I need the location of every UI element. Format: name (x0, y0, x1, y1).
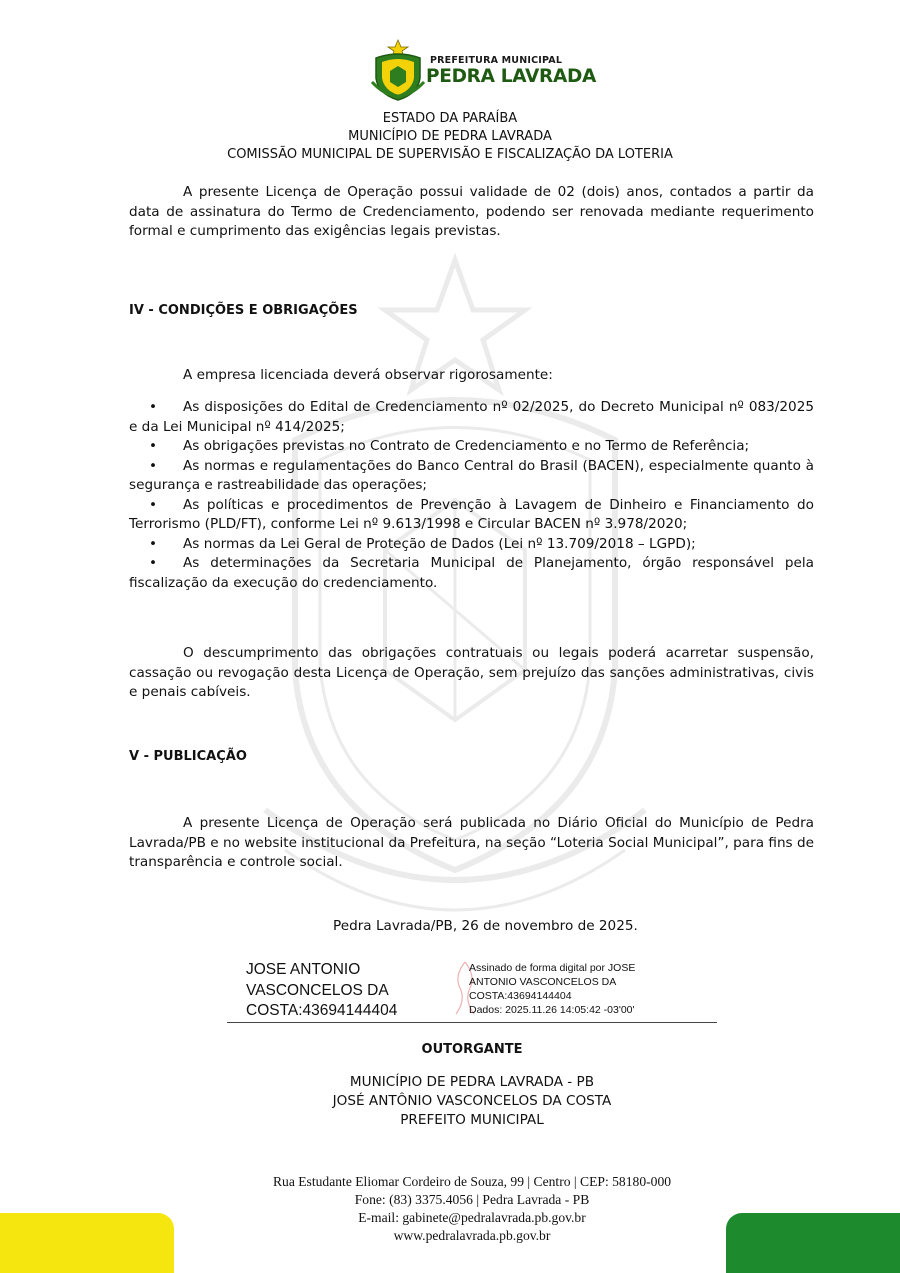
section-4-heading: IV - CONDIÇÕES E OBRIGAÇÕES (129, 303, 358, 318)
footer-corner-yellow (0, 1213, 174, 1273)
validity-paragraph: A presente Licença de Operação possui validade de 02 (dois) anos, contados a partir da data de assinatura do Termo de Credenciamento, podendo ser renovada mediante requerimento formal e cumprimento das exigências legais previstas. (129, 184, 814, 239)
signature-name: JOSE ANTONIO VASCONCELOS DA COSTA:43694144404 (246, 961, 398, 1019)
list-item: • As determinações da Secretaria Municipal de Planejamento, órgão responsável pela fiscalização da execução do credenciamento. (129, 555, 814, 591)
header-commission: COMISSÃO MUNICIPAL DE SUPERVISÃO E FISCALIZAÇÃO DA LOTERIA (227, 147, 673, 162)
bullet-icon: • (149, 535, 158, 552)
document-header (0, 110, 900, 164)
list-item: • As normas e regulamentações do Banco Central do Brasil (BACEN), especialmente quanto à segurança e rastreabilidade das operações; (129, 457, 814, 493)
footer-website: www.pedralavrada.pb.gov.br (393, 1228, 551, 1243)
bullet-icon: • (149, 399, 158, 415)
obligations-list (129, 398, 814, 593)
signer-block: MUNICÍPIO DE PEDRA LAVRADA - PB JOSÉ ANTÔNIO VASCONCELOS DA COSTA PREFEITO MUNICIPAL (332, 1074, 612, 1128)
list-item: • As políticas e procedimentos de Prevenção à Lavagem de Dinheiro e Financiamento do Terrorismo (PLD/FT), conforme Lei nº 9.613/1998 e Circular BACEN nº 3.978/2020; (129, 496, 814, 532)
penalty-paragraph: O descumprimento das obrigações contratuais ou legais poderá acarretar suspensão, cassação ou revogação desta Licença de Operação, sem prejuízo das sanções administrativas, civis e penais cabíveis. (129, 645, 814, 700)
header-municipality: MUNICÍPIO DE PEDRA LAVRADA (348, 129, 552, 144)
signer-role-label: OUTORGANTE (421, 1042, 523, 1057)
footer-address: Rua Estudante Eliomar Cordeiro de Souza, 99 | Centro | CEP: 58180-000 (272, 1174, 672, 1189)
header-state: ESTADO DA PARAÍBA (382, 111, 518, 126)
list-item: • As obrigações previstas no Contrato de Credenciamento e no Termo de Referência; (129, 437, 814, 457)
municipal-logo (370, 38, 597, 104)
logo-line-2: PEDRA LAVRADA (426, 66, 597, 87)
list-item: • As normas da Lei Geral de Proteção de Dados (Lei nº 13.709/2018 – LGPD); (129, 535, 814, 555)
logo-line-1: PREFEITURA MUNICIPAL (430, 55, 563, 66)
footer-phone: Fone: (83) 3375.4056 | Pedra Lavrada - PB (354, 1192, 590, 1207)
bullet-icon: • (149, 438, 158, 454)
bullet-icon: • (149, 555, 158, 571)
footer-email: E-mail: gabinete@pedralavrada.pb.gov.br (358, 1210, 586, 1225)
publication-paragraph: A presente Licença de Operação será publicada no Diário Oficial do Município de Pedra Lavrada/PB e no website institucional da Prefeitura, na seção “Loteria Social Municipal”, para fins de transparência e controle social. (129, 815, 814, 870)
list-item: • As disposições do Edital de Credenciamento nº 02/2025, do Decreto Municipal nº 083/2025 e da Lei Municipal nº 414/2025; (129, 399, 814, 435)
date-line: Pedra Lavrada/PB, 26 de novembro de 2025. (333, 918, 638, 934)
section-5-heading: V - PUBLICAÇÃO (129, 749, 247, 764)
signature-digital-info: Assinado de forma digital por JOSE ANTONIO VASCONCELOS DA COSTA:43694144404 Dados: 2025.11.26 14:05:42 -03'00' (469, 962, 636, 1016)
bullet-icon: • (149, 457, 158, 474)
signature-line (227, 1022, 717, 1023)
crest-icon (370, 38, 426, 104)
bullet-icon: • (149, 496, 158, 513)
section-4-intro: A empresa licenciada deverá observar rigorosamente: (183, 367, 553, 383)
footer-corner-green (726, 1213, 900, 1273)
